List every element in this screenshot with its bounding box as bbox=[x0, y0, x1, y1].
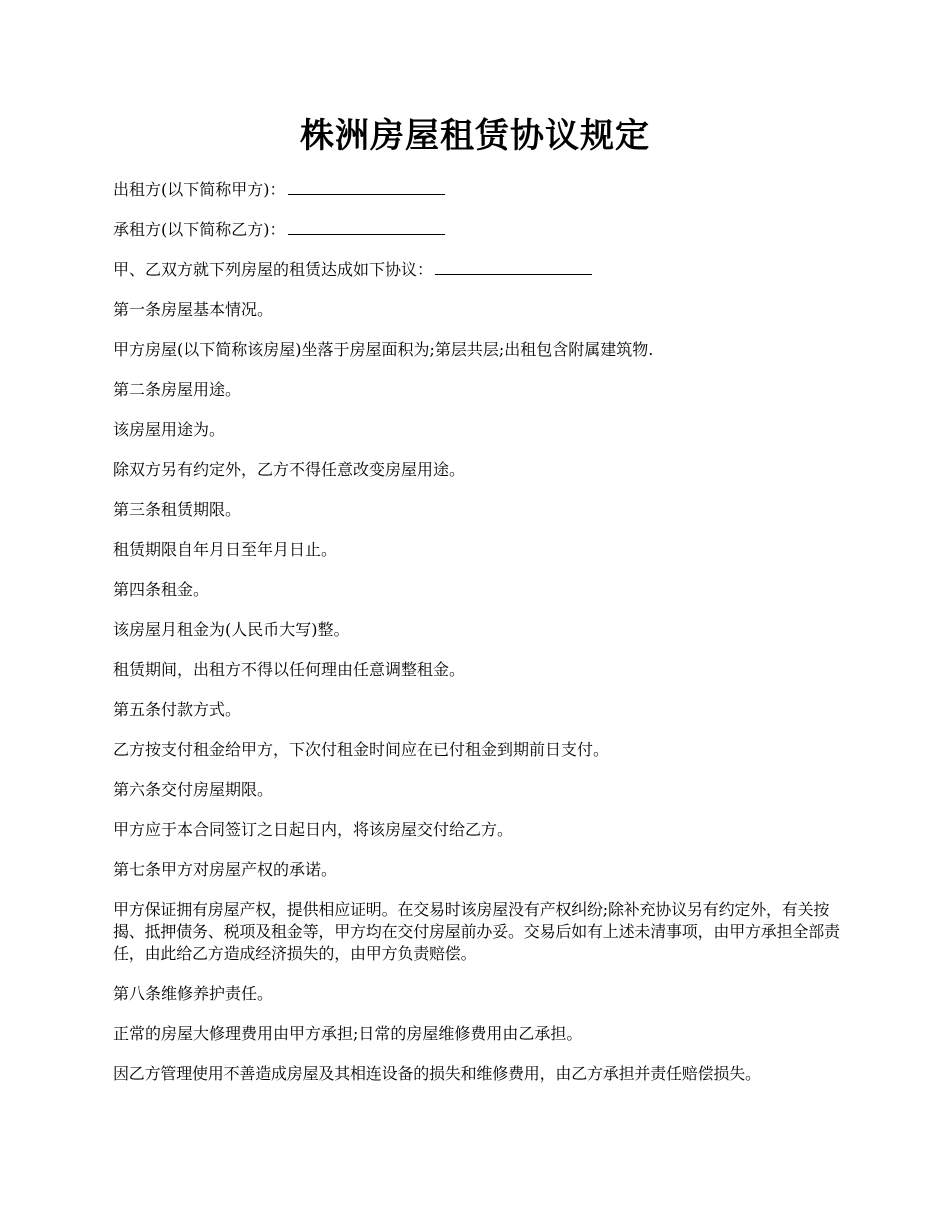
lessor-blank bbox=[288, 179, 445, 195]
article-8-heading: 第八条维修养护责任。 bbox=[113, 984, 274, 1003]
agreement-intro: 甲、乙双方就下列房屋的租赁达成如下协议： bbox=[113, 260, 434, 279]
lessor-line bbox=[113, 179, 841, 201]
article-6-heading: 第六条交付房屋期限。 bbox=[113, 780, 274, 799]
article-8-text: 正常的房屋大修理费用由甲方承担;日常的房屋维修费用由乙承担。 bbox=[113, 1024, 583, 1043]
article-2-heading: 第二条房屋用途。 bbox=[113, 380, 242, 399]
article-1-text: 甲方房屋(以下简称该房屋)坐落于房屋面积为;第层共层;出租包含附属建筑物. bbox=[113, 340, 654, 359]
article-4-heading: 第四条租金。 bbox=[113, 580, 210, 599]
article-4-text-2: 租赁期间，出租方不得以任何理由任意调整租金。 bbox=[113, 660, 466, 679]
document-title: 株洲房屋租赁协议规定 bbox=[300, 116, 650, 156]
lessee-blank bbox=[288, 219, 445, 235]
article-4-text: 该房屋月租金为(人民币大写)整。 bbox=[113, 620, 350, 639]
article-3-heading: 第三条租赁期限。 bbox=[113, 500, 242, 519]
article-7-heading: 第七条甲方对房屋产权的承诺。 bbox=[113, 860, 338, 879]
agreement-blank bbox=[435, 259, 592, 275]
article-5-text: 乙方按支付租金给甲方，下次付租金时间应在已付租金到期前日支付。 bbox=[113, 740, 610, 759]
article-2-text: 该房屋用途为。 bbox=[113, 420, 226, 439]
lessee-label: 承租方(以下简称乙方)： bbox=[113, 220, 286, 239]
lessor-label: 出租方(以下简称甲方)： bbox=[113, 180, 286, 199]
article-7-text: 甲方保证拥有房屋产权，提供相应证明。在交易时该房屋没有产权纠纷;除补充协议另有约定外，有关按揭、抵押债务、税项及租金等，甲方均在交付房屋前办妥。交易后如有上述未清事项，由甲方承担全部责任，由此给乙方造成经济损失的，由甲方负责赔偿。 bbox=[113, 900, 840, 963]
article-3-text: 租赁期限自年月日至年月日止。 bbox=[113, 540, 338, 559]
article-2-text-2: 除双方另有约定外，乙方不得任意改变房屋用途。 bbox=[113, 460, 466, 479]
lessee-line bbox=[113, 219, 841, 241]
agreement-intro-line bbox=[113, 259, 841, 281]
article-5-heading: 第五条付款方式。 bbox=[113, 700, 242, 719]
article-8-text-2: 因乙方管理使用不善造成房屋及其相连设备的损失和维修费用，由乙方承担并责任赔偿损失。 bbox=[113, 1064, 761, 1083]
document-body bbox=[113, 179, 841, 1103]
article-1-heading: 第一条房屋基本情况。 bbox=[113, 300, 274, 319]
article-6-text: 甲方应于本合同签订之日起日内，将该房屋交付给乙方。 bbox=[113, 820, 514, 839]
